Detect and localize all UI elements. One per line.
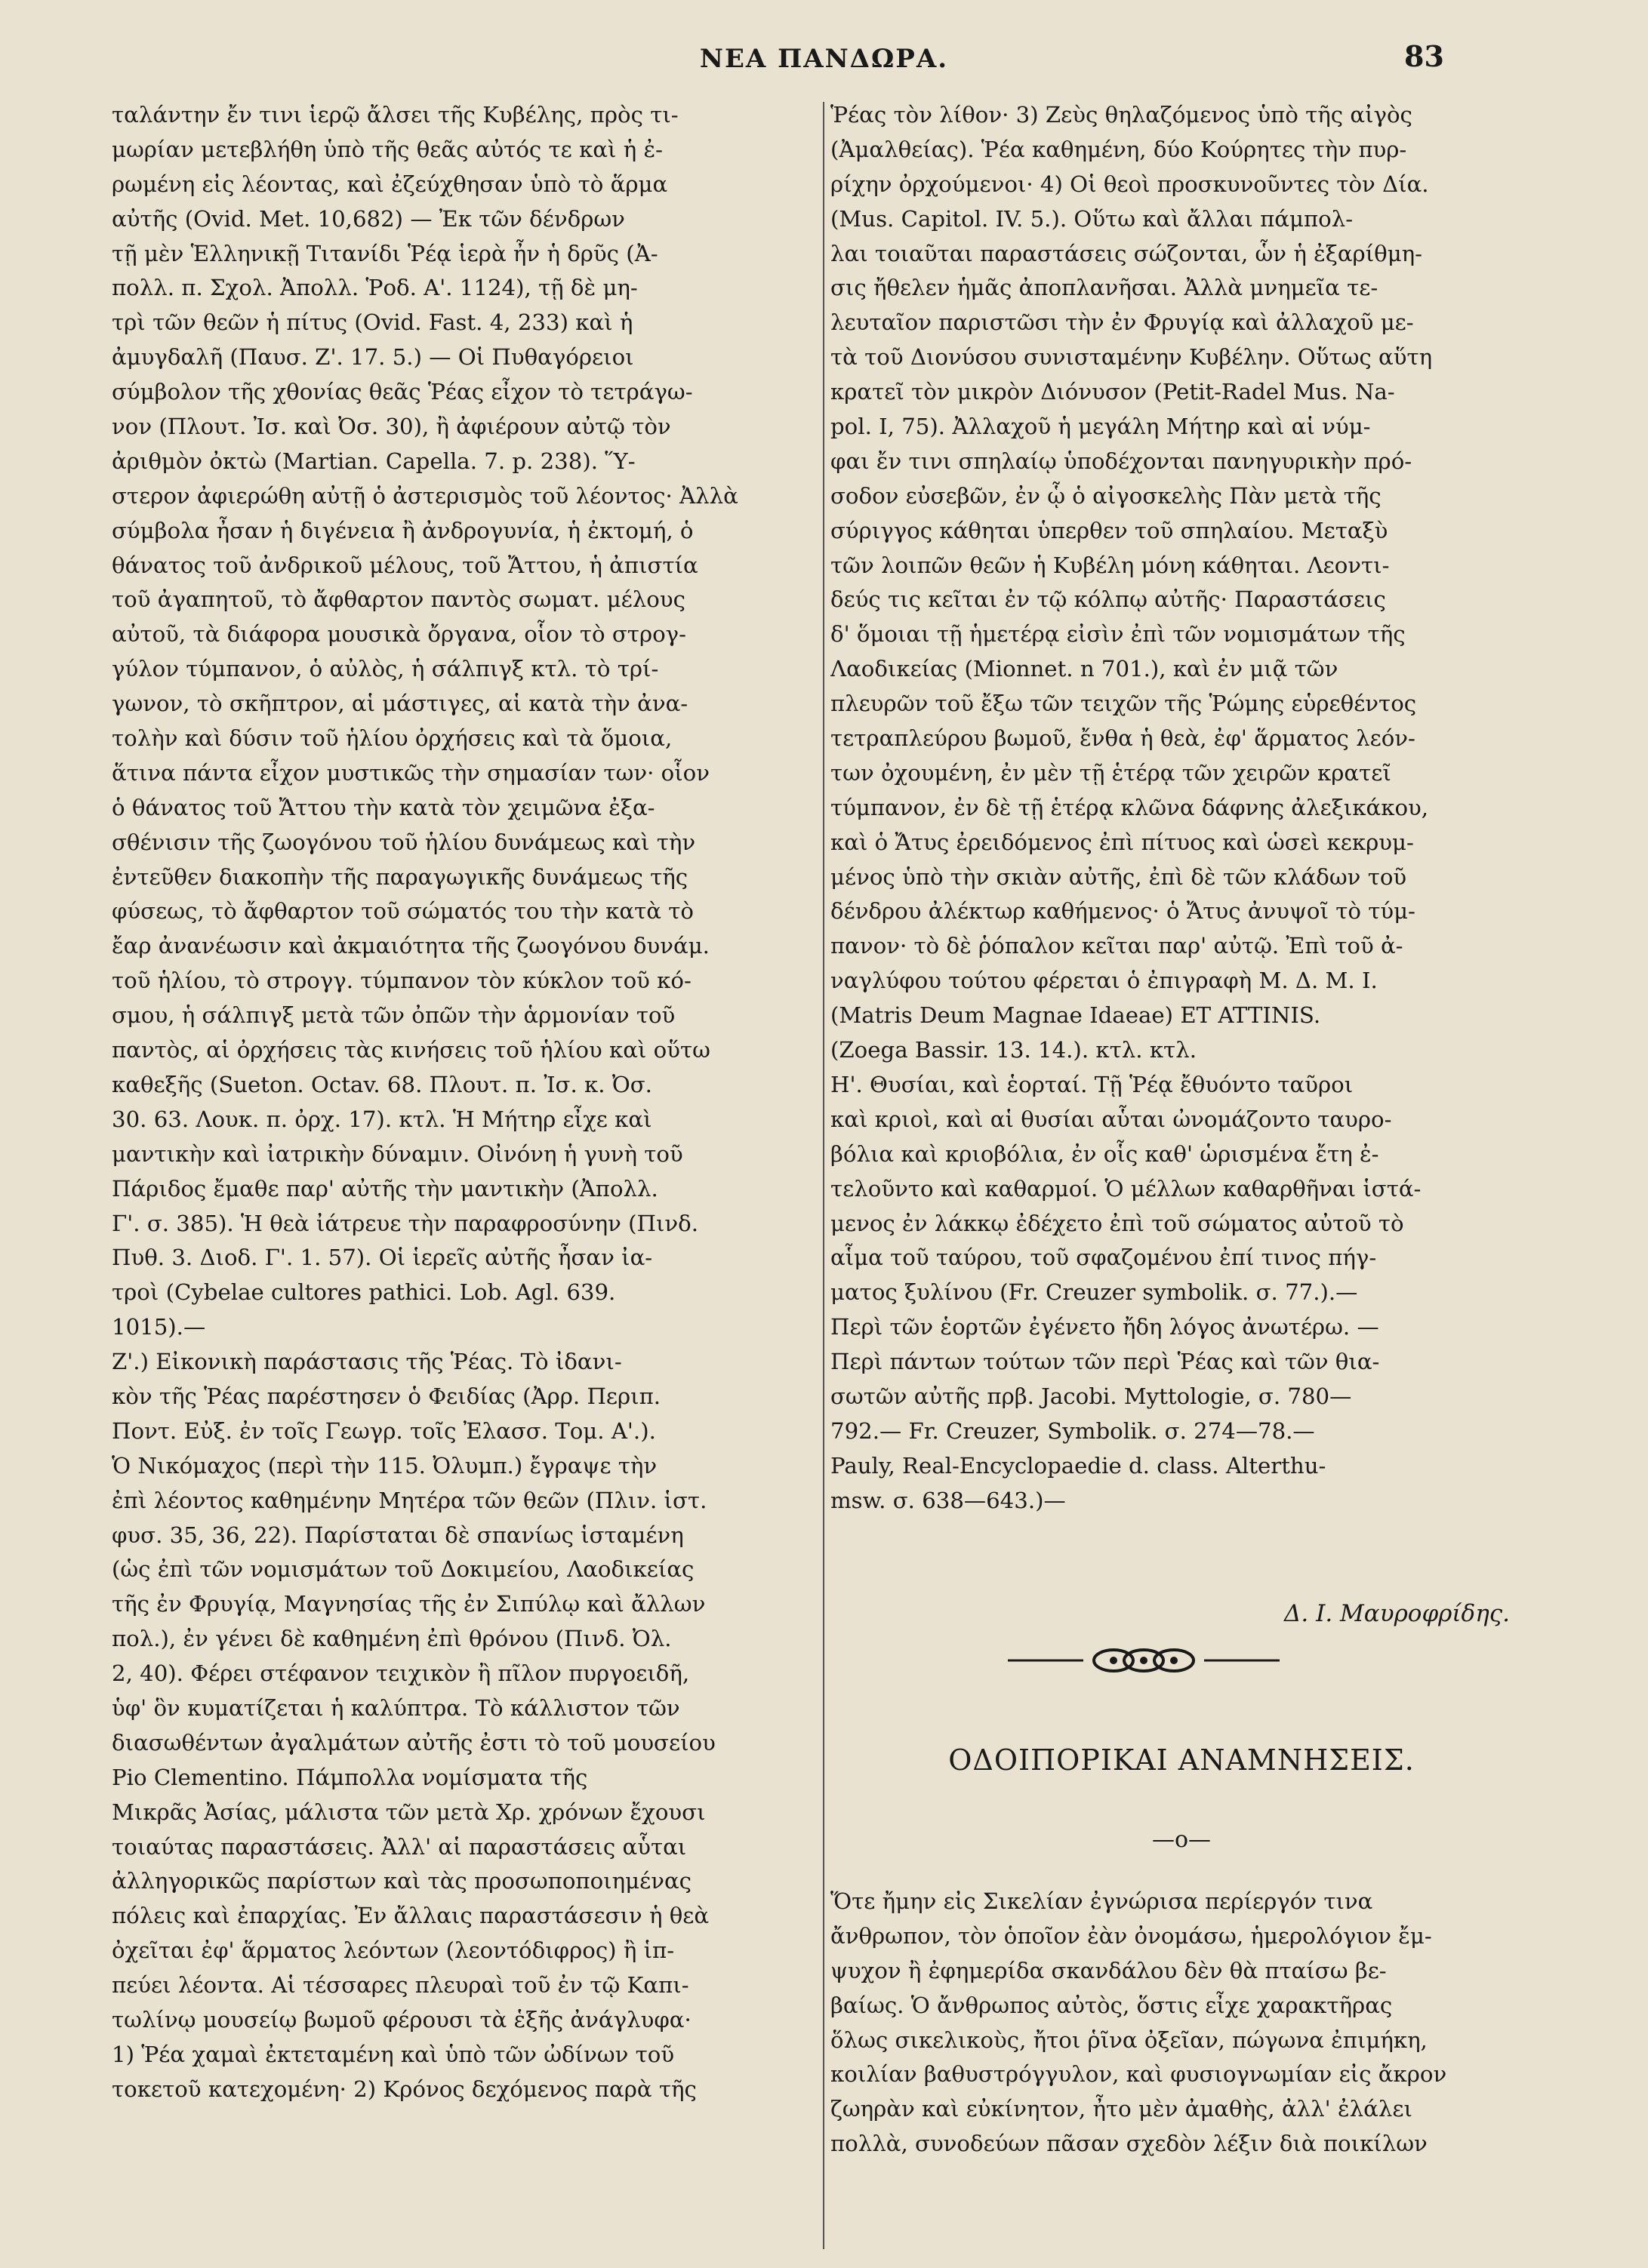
text-line: Η'. Θυσίαι, καὶ ἑορταί. Τῇ Ῥέᾳ ἔθυόντο ταῦροι — [830, 1071, 1354, 1097]
text-line: φύσεως, τὸ ἄφθαρτον τοῦ σώματός του τὴν κατὰ τὸ — [112, 898, 694, 925]
text-line: ὀχεῖται ἐφ' ἅρματος λεόντων (λεοντόδιφρος) ἢ ἱπ- — [112, 1937, 675, 1964]
title-separator: —ο— — [1151, 1826, 1212, 1853]
next-article-body — [830, 1885, 1532, 2162]
text-line: Pio Clementino. Πάμπολλα νομίσματα τῆς — [112, 1764, 588, 1790]
text-line: τωλίνῳ μουσείῳ βωμοῦ φέρουσι τὰ ἑξῆς ἀνάγλυφα· — [112, 2006, 692, 2033]
text-line: τοκετοῦ κατεχομένη· 2) Κρόνος δεχόμενος παρὰ τῆς — [112, 2076, 697, 2102]
text-line: τοιαύτας παραστάσεις. Ἀλλ' αἱ παραστάσεις αὗται — [112, 1833, 687, 1860]
text-line: σθένισιν τῆς ζωογόνου τοῦ ἡλίου δυνάμεως καὶ τὴν — [112, 829, 696, 855]
text-line: γύλον τύμπανον, ὁ αὐλὸς, ἡ σάλπιγξ κτλ. τὸ τρί- — [112, 656, 659, 682]
text-line: Ποντ. Εὐξ. ἐν τοῖς Γεωγρ. τοῖς Ἐλασσ. Τομ. Α'.). — [112, 1417, 656, 1444]
text-line: πολλὰ, συνοδεύων πᾶσαν σχεδὸν λέξιν διὰ ποικίλων — [830, 2131, 1428, 2157]
text-line: τοῦ ἀγαπητοῦ, τὸ ἄφθαρτον παντὸς σωματ. μέλους — [112, 586, 685, 613]
text-line: ὅλως σικελικοὺς, ἤτοι ῥῖνα ὀξεῖαν, πώγωνα ἐπιμήκη, — [830, 2026, 1428, 2053]
text-line: πόλεις καὶ ἐπαρχίας. Ἐν ἄλλαις παραστάσεσιν ἡ θεὰ — [112, 1903, 710, 1929]
text-line: αἷμα τοῦ ταύρου, τοῦ σφαζομένου ἐπί τινος πήγ- — [830, 1245, 1377, 1271]
text-line: καὶ ὁ Ἄτυς ἐρειδόμενος ἐπὶ πίτυος καὶ ὡσεὶ κεκρυμ- — [830, 829, 1414, 855]
text-line: Γ'. σ. 385). Ἡ θεὰ ἰάτρευε τὴν παραφροσύνην (Πινδ. — [112, 1210, 698, 1236]
text-line: τροὶ (Cybelae cultores pathici. Lob. Agl. 639. — [112, 1279, 616, 1306]
text-line: ἀλληγορικῶς παρίστων καὶ τὰς προσωποποιημένας — [112, 1868, 692, 1894]
text-line: παντὸς, αἱ ὀρχήσεις τὰς κινήσεις τοῦ ἡλίου καὶ οὕτω — [112, 1037, 710, 1063]
text-line: σύριγγος κάθηται ὑπερθεν τοῦ σπηλαίου. Μεταξὺ — [830, 517, 1388, 543]
text-line: Ὅτε ἤμην εἰς Σικελίαν ἐγνώρισα περίεργόν τινα — [830, 1888, 1373, 1914]
text-line: διασωθέντων ἀγαλμάτων αὐτῆς ἐστι τὸ τοῦ μουσείου — [112, 1729, 716, 1756]
text-line: τὰ τοῦ Διονύσου συνισταμένην Κυβέλην. Οὕτως αὕτη — [830, 344, 1433, 371]
text-line: τῇ μὲν Ἑλληνικῇ Τιτανίδι Ῥέᾳ ἱερὰ ἦν ἡ δρῦς (Ἀ- — [112, 240, 658, 266]
text-line: ἀμυγδαλῆ (Παυσ. Ζ'. 17. 5.) — Οἱ Πυθαγόρειοι — [112, 344, 634, 371]
running-title: ΝΕΑ ΠΑΝΔΩΡΑ. — [699, 44, 949, 74]
text-line: τολὴν καὶ δύσιν τοῦ ἡλίου ὀρχήσεις καὶ τὰ ὅμοια, — [112, 725, 673, 752]
text-line: πολλ. π. Σχολ. Ἀπολλ. Ῥοδ. Α'. 1124), τῇ δὲ μη- — [112, 275, 638, 301]
text-line: Πάριδος ἔμαθε παρ' αὐτῆς τὴν μαντικὴν (Ἀπολλ. — [112, 1175, 658, 1202]
decorative-ornament-icon — [993, 1642, 1295, 1679]
text-line: ἀριθμὸν ὀκτὼ (Martian. Capella. 7. p. 238). Ὕ- — [112, 448, 636, 474]
text-line: κὸν τῆς Ῥέας παρέστησεν ὁ Φειδίας (Ἀρρ. Περιπ. — [112, 1383, 661, 1409]
text-line: καὶ κριοὶ, καὶ αἱ θυσίαι αὗται ὠνομάζοντο ταυρο- — [830, 1106, 1392, 1132]
text-line: ὑφ' ὃν κυματίζεται ἡ καλύπτρα. Τὸ κάλλιστον τῶν — [112, 1694, 680, 1721]
text-line: μαντικὴν καὶ ἰατρικὴν δύναμιν. Οἰνόνη ἡ γυνὴ τοῦ — [112, 1140, 683, 1167]
text-line: Πυθ. 3. Διοδ. Γ'. 1. 57). Οἱ ἱερεῖς αὐτῆς ἦσαν ἰα- — [112, 1245, 653, 1271]
text-line: Λαοδικείας (Mionnet. n 701.), καὶ ἐν μιᾷ τῶν — [830, 656, 1338, 682]
text-line: ρίχην ὀρχούμενοι· 4) Οἱ θεοὶ προσκυνοῦντες τὸν Δία. — [830, 171, 1429, 197]
text-line: 792.— Fr. Creuzer, Symbolik. σ. 274—78.— — [830, 1417, 1315, 1444]
text-line: μενος ἐν λάκκῳ ἐδέχετο ἐπὶ τοῦ σώματος αὐτοῦ τὸ — [830, 1210, 1404, 1236]
text-line: σύμβολα ἦσαν ἡ διγένεια ἢ ἀνδρογυνία, ἡ ἐκτομή, ὁ — [112, 517, 694, 543]
text-line: στερον ἀφιερώθη αὐτῇ ὁ ἀστερισμὸς τοῦ λέοντος· Ἀλλὰ — [112, 482, 738, 509]
text-line: μένος ὑπὸ τὴν σκιὰν αὐτῆς, ἐπὶ δὲ τῶν κλάδων τοῦ — [830, 863, 1407, 890]
text-line: (ὡς ἐπὶ τῶν νομισμάτων τοῦ Δοκιμείου, Λαοδικείας — [112, 1556, 695, 1583]
text-line: σωτῶν αὐτῆς πρβ. Jacobi. Myttologie, σ. 780— — [830, 1383, 1352, 1409]
text-line: ταλάντην ἔν τινι ἱερῷ ἄλσει τῆς Κυβέλης, πρὸς τι- — [112, 102, 679, 128]
text-line: ρωμένη εἰς λέοντας, καὶ ἐζεύχθησαν ὑπὸ τὸ ἅρμα — [112, 171, 668, 197]
text-line: των ὀχουμένη, ἐν μὲν τῇ ἑτέρᾳ τῶν χειρῶν κρατεῖ — [830, 759, 1391, 786]
text-line: νον (Πλουτ. Ἰσ. καὶ Ὀσ. 30), ἢ ἀφιέρουν αὐτῷ τὸν — [112, 414, 671, 440]
text-line: ἄνθρωπον, τὸν ὁποῖον ἐὰν ὀνομάσω, ἡμερολόγιον ἔμ- — [830, 1922, 1432, 1949]
text-line: πεύει λέοντα. Αἱ τέσσαρες πλευραὶ τοῦ ἐν τῷ Καπι- — [112, 1972, 689, 1999]
text-line: μωρίαν μετεβλήθη ὑπὸ τῆς θεᾶς αὐτός τε καὶ ἡ ἐ- — [112, 136, 664, 162]
text-line: Μικρᾶς Ἀσίας, μάλιστα τῶν μετὰ Χρ. χρόνων ἔχουσι — [112, 1799, 706, 1825]
text-line: τρὶ τῶν θεῶν ἡ πίτυς (Ovid. Fast. 4, 233) καὶ ἡ — [112, 309, 633, 336]
text-line: κρατεῖ τὸν μικρὸν Διόνυσον (Petit-Radel Mus. Na- — [830, 379, 1395, 405]
text-line: (Matris Deum Magnae Idaeae) ET ATTINIS. — [830, 1002, 1321, 1029]
text-line: τοῦ ἡλίου, τὸ στρογγ. τύμπανον τὸν κύκλον τοῦ κό- — [112, 968, 692, 994]
text-line: κοιλίαν βαθυστρόγγυλον, καὶ φυσιογνωμίαν εἰς ἄκρον — [830, 2061, 1447, 2088]
text-line: ψυχον ἢ ἐφημερίδα σκανδάλου δὲν θὰ πταίσω βε- — [830, 1957, 1387, 1983]
text-line: 30. 63. Λουκ. π. ὀρχ. 17). κτλ. Ἡ Μήτηρ εἶχε καὶ — [112, 1106, 652, 1132]
text-line: Περὶ πάντων τούτων τῶν περὶ Ῥέας καὶ τῶν θια- — [830, 1349, 1380, 1375]
text-line: msw. σ. 638—643.)— — [830, 1487, 1066, 1513]
text-line: πανον· τὸ δὲ ῥόπαλον κεῖται παρ' αὐτῷ. Ἐπὶ τοῦ ἀ- — [830, 933, 1403, 959]
text-line: (Ἀμαλθείας). Ῥέα καθημένη, δύο Κούρητες τὴν πυρ- — [830, 136, 1407, 162]
right-column — [830, 98, 1532, 1519]
text-line: φαι ἔν τινι σπηλαίῳ ὑποδέχονται πανηγυρικὴν πρό- — [830, 448, 1412, 474]
text-line: σις ἤθελεν ἡμᾶς ἀποπλανῆσαι. Ἀλλὰ μνημεῖα τε- — [830, 275, 1378, 301]
text-line: Pauly, Real-Encyclopaedie d. class. Alterthu- — [830, 1452, 1326, 1479]
column-divider — [823, 102, 824, 2249]
text-line: 2, 40). Φέρει στέφανον τειχικὸν ἢ πῖλον πυργοειδῆ, — [112, 1660, 690, 1687]
text-line: ματος ξυλίνου (Fr. Creuzer symbolik. σ. 77.).— — [830, 1279, 1358, 1306]
section-ornament — [989, 1638, 1298, 1683]
text-line: πολ.), ἐν γένει δὲ καθημένη ἐπὶ θρόνου (Πινδ. Ὀλ. — [112, 1626, 672, 1652]
text-line: βόλια καὶ κριοβόλια, ἐν οἷς καθ' ὡρισμένα ἔτη ἐ- — [830, 1140, 1379, 1167]
text-line: αὐτῆς (Ovid. Met. 10,682) — Ἐκ τῶν δένδρων — [112, 205, 625, 232]
text-line: Περὶ τῶν ἑορτῶν ἐγένετο ἤδη λόγος ἀνωτέρω. — — [830, 1314, 1379, 1340]
left-column — [112, 98, 814, 2107]
text-line: 1) Ῥέα χαμαὶ ἐκτεταμένη καὶ ὑπὸ τῶν ὠδίνων τοῦ — [112, 2041, 675, 2067]
text-line: τῆς ἐν Φρυγίᾳ, Μαγνησίας τῆς ἐν Σιπύλῳ καὶ ἄλλων — [112, 1591, 706, 1617]
text-line: (Zoega Bassir. 13. 14.). κτλ. κτλ. — [830, 1037, 1197, 1063]
text-line: βαίως. Ὁ ἄνθρωπος αὐτὸς, ὅστις εἶχε χαρακτῆρας — [830, 1992, 1393, 2018]
text-line: Ὁ Νικόμαχος (περὶ τὴν 115. Ὀλυμπ.) ἔγραψε τὴν — [112, 1452, 658, 1479]
text-line: σμου, ἡ σάλπιγξ μετὰ τῶν ὀπῶν τὴν ἁρμονίαν τοῦ — [112, 1002, 676, 1029]
text-line: ἔαρ ἀνανέωσιν καὶ ἀκμαιότητα τῆς ζωογόνου δυνάμ. — [112, 933, 710, 959]
page-number: 83 — [1404, 39, 1444, 73]
text-line: Ζ'.) Εἰκονικὴ παράστασις τῆς Ῥέας. Τὸ ἰδανι- — [112, 1349, 622, 1375]
text-line: πλευρῶν τοῦ ἔξω τῶν τειχῶν τῆς Ῥώμης εὑρεθέντος — [830, 691, 1417, 717]
text-line: δεύς τις κεῖται ἐν τῷ κόλπῳ αὐτῆς· Παραστάσεις — [830, 586, 1386, 613]
text-line: γωνον, τὸ σκῆπτρον, αἱ μάστιγες, αἱ κατὰ τὴν ἀνα- — [112, 691, 688, 717]
text-line: δ' ὅμοιαι τῇ ἡμετέρᾳ εἰσὶν ἐπὶ τῶν νομισμάτων τῆς — [830, 621, 1406, 648]
text-line: 1015).— — [112, 1314, 206, 1340]
text-line: δένδρου ἀλέκτωρ καθήμενος· ὁ Ἄτυς ἀνυψοῖ τὸ τύμ- — [830, 898, 1415, 925]
text-line: (Mus. Capitol. IV. 5.). Οὕτω καὶ ἄλλαι πάμπολ- — [830, 205, 1354, 232]
text-line: τετραπλεύρου βωμοῦ, ἔνθα ἡ θεὰ, ἐφ' ἅρματος λεόν- — [830, 725, 1415, 752]
text-line: pol. I, 75). Ἀλλαχοῦ ἡ μεγάλη Μήτηρ καὶ αἱ νύμ- — [830, 414, 1371, 440]
article-title: ΟΔΟΙΠΟΡΙΚΑΙ ΑΝΑΜΝΗΣΕΙΣ. — [948, 1743, 1415, 1777]
text-line: ἅτινα πάντα εἶχον μυστικῶς τὴν σημασίαν των· οἷον — [112, 759, 710, 786]
text-line: ὁ θάνατος τοῦ Ἄττου τὴν κατὰ τὸν χειμῶνα ἐξα- — [112, 794, 655, 820]
text-line: καθεξῆς (Sueton. Octav. 68. Πλουτ. π. Ἰσ. κ. Ὀσ. — [112, 1071, 652, 1097]
text-line: τελοῦντο καὶ καθαρμοί. Ὁ μέλλων καθαρθῆναι ἱστά- — [830, 1175, 1422, 1202]
signature: Δ. Ι. Μαυροφρίδης. — [1284, 1600, 1510, 1627]
text-line: ναγλύφου τούτου φέρεται ὁ ἐπιγραφὴ Μ. Δ. Μ. Ι. — [830, 968, 1378, 994]
text-line: αὐτοῦ, τὰ διάφορα μουσικὰ ὄργανα, οἷον τὸ στρογ- — [112, 621, 686, 648]
text-line: Ῥέας τὸν λίθον· 3) Ζεὺς θηλαζόμενος ὑπὸ τῆς αἰγὸς — [830, 102, 1412, 128]
text-line: θάνατος τοῦ ἀνδρικοῦ μέλους, τοῦ Ἄττου, ἡ ἀπιστία — [112, 552, 698, 578]
text-line: ἐπὶ λέοντος καθημένην Μητέρα τῶν θεῶν (Πλιν. ἱστ. — [112, 1487, 707, 1513]
text-line: τύμπανον, ἐν δὲ τῇ ἑτέρᾳ κλῶνα δάφνης ἀλεξικάκου, — [830, 794, 1429, 820]
text-line: σοδον εὐσεβῶν, ἐν ᾧ ὁ αἰγοσκελὴς Πὰν μετὰ τῆς — [830, 482, 1382, 509]
text-line: λαι τοιαῦται παραστάσεις σώζονται, ὧν ἡ ἐξαρίθμη- — [830, 240, 1423, 266]
text-line: σύμβολον τῆς χθονίας θεᾶς Ῥέας εἶχον τὸ τετράγω- — [112, 379, 693, 405]
text-line: τῶν λοιπῶν θεῶν ἡ Κυβέλη μόνη κάθηται. Λεοντι- — [830, 552, 1390, 578]
text-line: λευταῖον παριστῶσι τὴν ἐν Φρυγίᾳ καὶ ἀλλαχοῦ με- — [830, 309, 1414, 336]
text-line: φυσ. 35, 36, 22). Παρίσταται δὲ σπανίως ἱσταμένη — [112, 1522, 684, 1548]
text-line: ἐντεῦθεν διακοπὴν τῆς παραγωγικῆς δυνάμεως τῆς — [112, 863, 688, 890]
text-line: ζωηρὰν καὶ εὐκίνητον, ἦτο μὲν ἀμαθὴς, ἀλλ' ἐλάλει — [830, 2096, 1412, 2122]
